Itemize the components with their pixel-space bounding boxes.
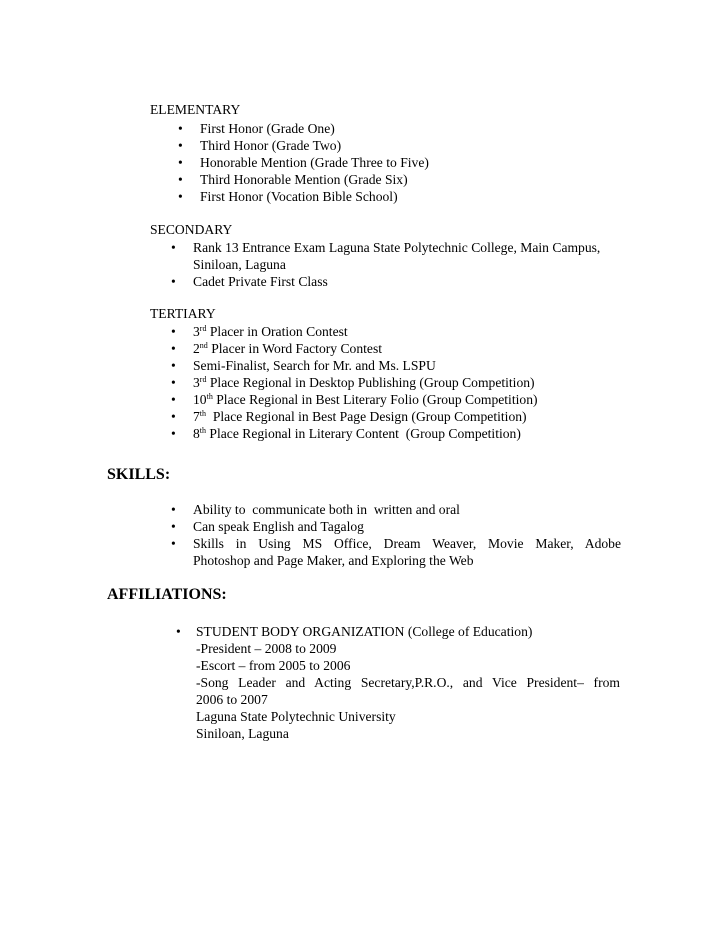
list-item: • Can speak English and Tagalog — [171, 519, 364, 534]
list-item: • 3rd Place Regional in Desktop Publishing (Group Competition) — [171, 375, 535, 390]
position-line: -Song Leader and Acting Secretary,P.R.O., and Vice President– from — [196, 675, 620, 690]
bullet-icon: • — [171, 426, 176, 441]
secondary-list — [171, 239, 633, 290]
bullet-icon: • — [178, 121, 183, 136]
list-item: • 10th Place Regional in Best Literary Folio (Group Competition) — [171, 392, 538, 407]
bullet-icon: • — [171, 274, 176, 289]
list-item: • 8th Place Regional in Literary Content (Group Competition) — [171, 426, 521, 441]
position-line: 2006 to 2007 — [196, 692, 268, 707]
bullet-icon: • — [178, 155, 183, 170]
bullet-icon: • — [171, 536, 176, 551]
list-item: • Honorable Mention (Grade Three to Five) — [178, 155, 429, 170]
tertiary-label: TERTIARY — [150, 306, 216, 321]
skills-heading: SKILLS: — [107, 466, 171, 483]
bullet-icon: • — [171, 375, 176, 390]
list-item: • Semi-Finalist, Search for Mr. and Ms. LSPU — [171, 358, 436, 373]
list-item: • Third Honorable Mention (Grade Six) — [178, 172, 408, 187]
list-item: • Rank 13 Entrance Exam Laguna State Polytechnic College, Main Campus, Siniloan, Laguna — [171, 240, 601, 272]
bullet-icon: • — [178, 172, 183, 187]
bullet-icon: • — [178, 138, 183, 153]
bullet-icon: • — [171, 409, 176, 424]
organization-name: STUDENT BODY ORGANIZATION (College of Education) — [196, 624, 533, 639]
list-item: • 2nd Placer in Word Factory Contest — [171, 341, 383, 356]
list-item: • Third Honor (Grade Two) — [178, 138, 342, 153]
school-location: Siniloan, Laguna — [196, 726, 289, 741]
bullet-icon: • — [171, 392, 176, 407]
bullet-icon: • — [171, 341, 176, 356]
position-line: -President – 2008 to 2009 — [196, 641, 337, 656]
secondary-label: SECONDARY — [150, 222, 233, 237]
affiliations-heading: AFFILIATIONS: — [107, 586, 227, 603]
skills-list — [171, 501, 621, 569]
tertiary-list — [171, 323, 633, 442]
bullet-icon: • — [176, 624, 181, 639]
bullet-icon: • — [171, 519, 176, 534]
list-item: • 3rd Placer in Oration Contest — [171, 324, 348, 339]
list-item: • Skills in Using MS Office, Dream Weaver, Movie Maker, Adobe Photoshop and Page Maker, and Exploring the Web — [171, 536, 621, 568]
list-item: • First Honor (Vocation Bible School) — [178, 189, 398, 204]
bullet-icon: • — [171, 358, 176, 373]
position-line: -Escort – from 2005 to 2006 — [196, 658, 351, 673]
list-item: • 7th Place Regional in Best Page Design (Group Competition) — [171, 409, 527, 424]
elementary-label: ELEMENTARY — [150, 102, 241, 117]
affiliation-entry — [176, 623, 620, 742]
bullet-icon: • — [178, 189, 183, 204]
school-name: Laguna State Polytechnic University — [196, 709, 396, 724]
bullet-icon: • — [171, 502, 176, 517]
elementary-list — [178, 120, 600, 205]
list-item: • Cadet Private First Class — [171, 274, 328, 289]
bullet-icon: • — [171, 324, 176, 339]
list-item: • Ability to communicate both in written and oral — [171, 502, 460, 517]
list-item: • First Honor (Grade One) — [178, 121, 335, 136]
bullet-icon: • — [171, 240, 176, 255]
